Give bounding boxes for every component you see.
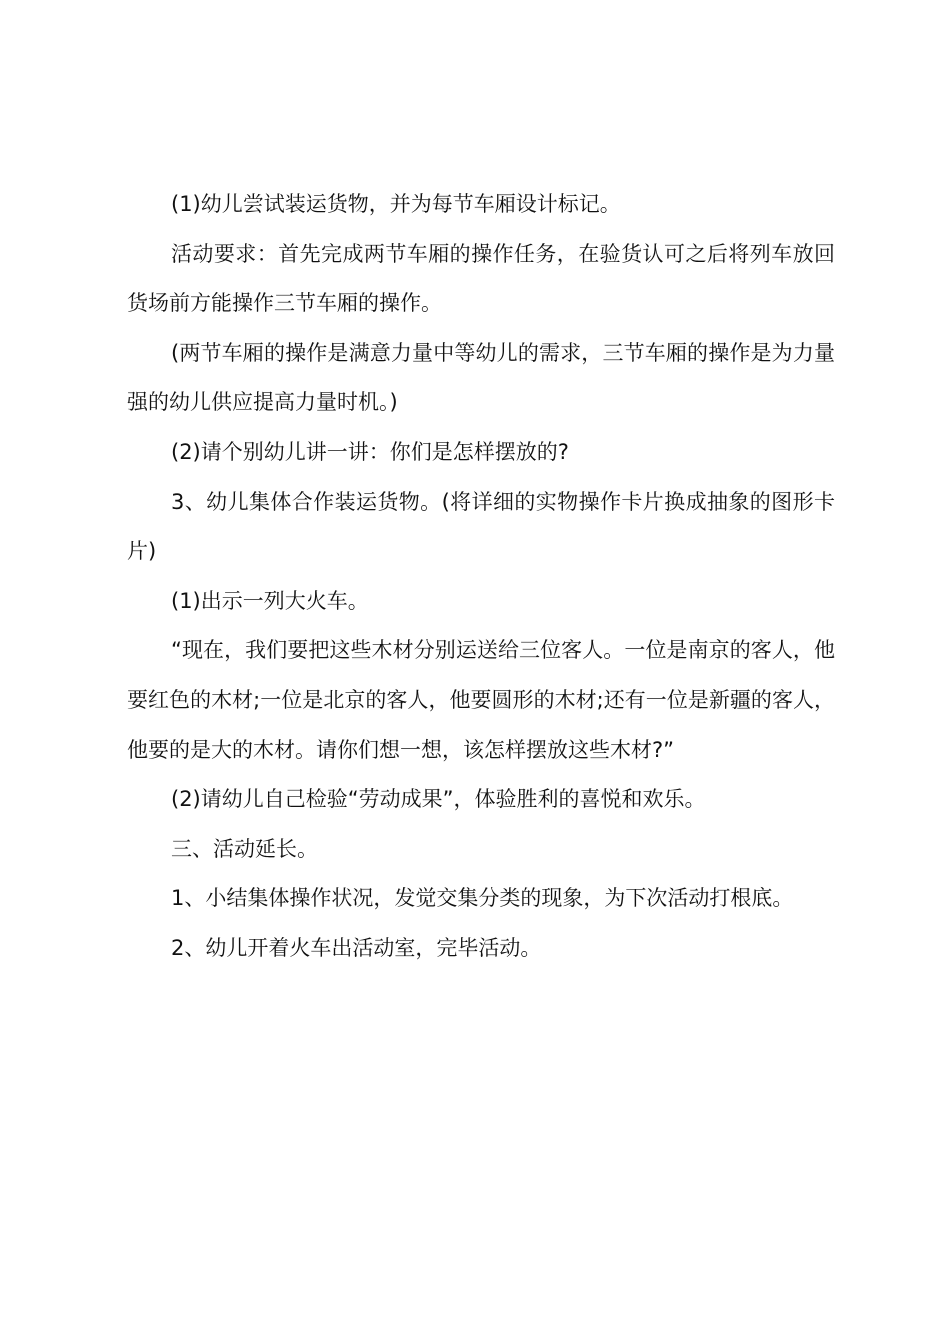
paragraph-heading-extension: 三、活动延长。: [171, 836, 318, 861]
paragraph-requirements-note: (两节车厢的操作是满意力量中等幼儿的需求，三节车厢的操作是为力量强的幼儿供应提高力量时机。): [127, 340, 835, 415]
paragraph-summary: 1、小结集体操作状况，发觉交集分类的现象，为下次活动打根底。: [171, 886, 794, 911]
paragraph-step-1-loading: (1)幼儿尝试装运货物，并为每节车厢设计标记。: [171, 192, 621, 216]
paragraph-step-1-show-train: (1)出示一列大火车。: [171, 588, 369, 613]
paragraph-teacher-quote: “现在，我们要把这些木材分别运送给三位客人。一位是南京的客人，他要红色的木材;一位是北京的客人，他要圆形的木材;还有一位是新疆的客人，他要的是大的木材。请你们想一想，该怎样摆放这些木材?”: [127, 638, 835, 762]
paragraph-step-2-discussion: (2)请个别幼儿讲一讲：你们是怎样摆放的?: [171, 439, 569, 464]
paragraph-step-2-self-check: (2)请幼儿自己检验“劳动成果”，体验胜利的喜悦和欢乐。: [171, 787, 706, 812]
document-body: [127, 180, 835, 974]
paragraph-closing: 2、幼儿开着火车出活动室，完毕活动。: [171, 935, 542, 960]
paragraph-activity-requirements: 活动要求：首先完成两节车厢的操作任务，在验货认可之后将列车放回货场前方能操作三节车厢的操作。: [127, 241, 835, 316]
paragraph-section-3-group-work: 3、幼儿集体合作装运货物。(将详细的实物操作卡片换成抽象的图形卡片): [127, 489, 835, 564]
